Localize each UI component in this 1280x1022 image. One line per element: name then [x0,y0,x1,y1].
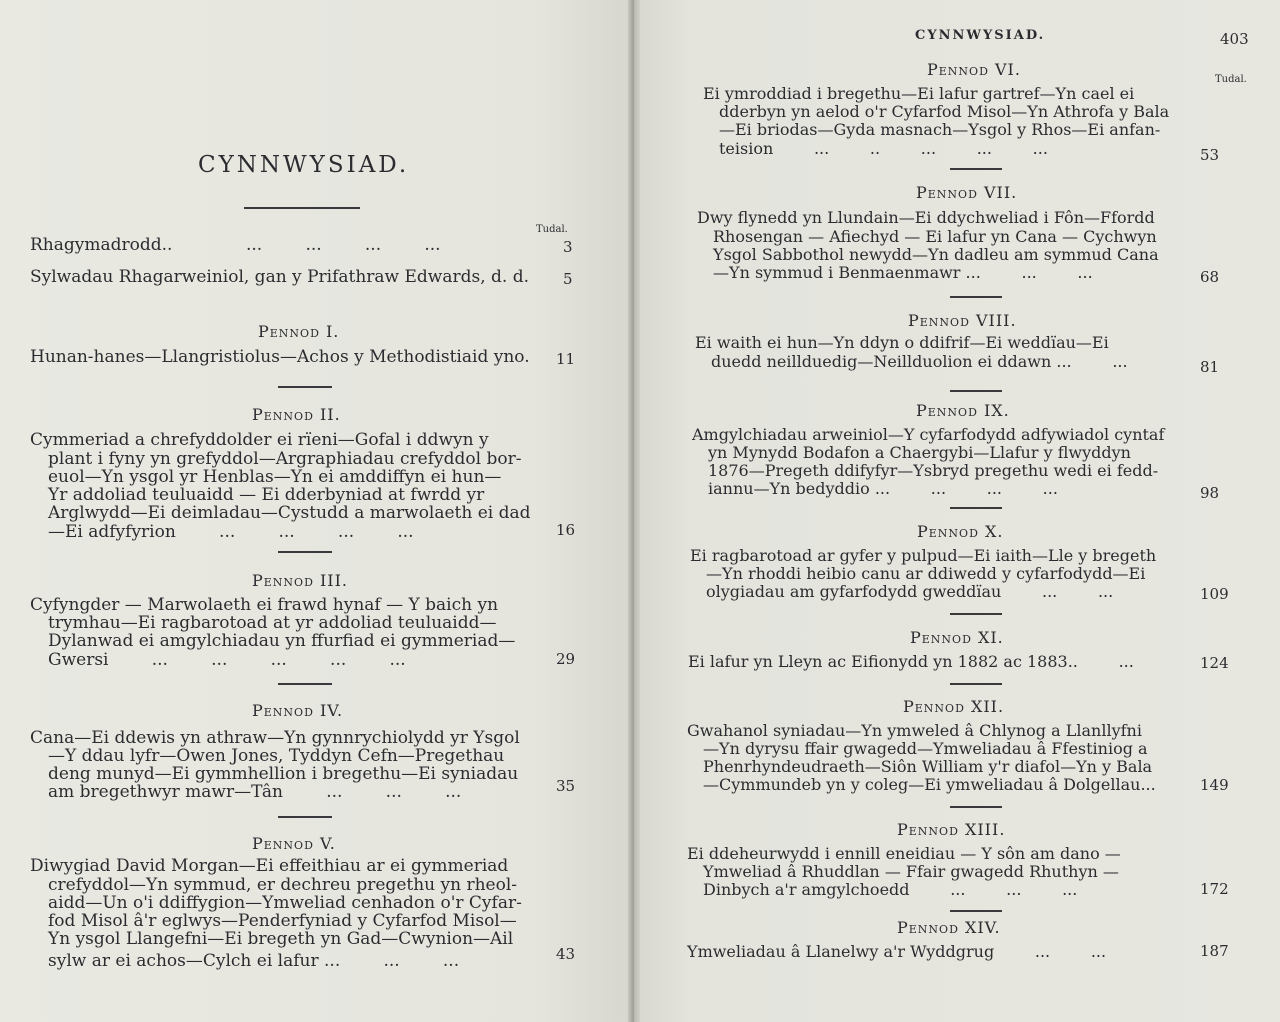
chapter-rule [950,910,1002,912]
chapter-heading: Pennod VII. [916,183,1018,202]
chapter-line: Hunan-hanes—Llangristiolus—Achos y Methodistiaid yno. [30,347,530,367]
chapter-line: trymhau—Ei ragbarotoad at yr addoliad teuluaidd— [48,613,497,633]
chapter-page: 68 [1200,268,1220,286]
chapter-page: 149 [1200,776,1229,794]
right-chapter-list [640,0,1280,1022]
sylwadau-page: 5 [563,270,573,288]
chapter-line: Cana—Ei ddewis yn athraw—Yn gynnrychiolydd yr Ysgol [30,728,520,748]
chapter-line: Yr addoliad teuluaidd — Ei dderbyniad at fwrdd yr [48,485,485,505]
page-number: 403 [1220,30,1249,48]
chapter-rule [950,507,1002,509]
chapter-heading: Pennod X. [917,522,1004,541]
chapter-line: —Cymmundeb yn y coleg—Ei ymweliadau â Dolgellau... [703,775,1156,794]
chapter-line: —Ei adfyfyrion ... ... ... ... [48,522,414,542]
chapter-line: iannu—Yn bedyddio ... ... ... ... [708,479,1058,498]
chapter-rule [278,386,332,388]
running-head: CYNNWYSIAD. [915,28,1046,43]
chapter-line: Arglwydd—Ei deimladau—Cystudd a marwolaeth ei dad [48,503,531,523]
chapter-line: Rhosengan — Afiechyd — Ei lafur yn Cana — Cychwyn [713,227,1157,246]
chapter-line: Ysgol Sabbothol newydd—Yn dadleu am symmud Cana [713,245,1159,264]
chapter-rule [950,613,1002,615]
chapter-page: 11 [556,350,576,368]
chapter-line: Ei lafur yn Lleyn ac Eifionydd yn 1882 ac 1883.. ... [688,652,1134,671]
chapter-line: Dinbych a'r amgylchoedd ... ... ... [703,880,1078,899]
book-gutter [628,0,640,1022]
chapter-heading: Pennod XII. [903,697,1005,716]
chapter-heading: Pennod IV. [252,701,344,720]
chapter-line: euol—Yn ysgol yr Henblas—Yn ei amddiffyn ei hun— [48,467,502,487]
chapter-heading: Pennod VIII. [908,311,1017,330]
left-chapter-list [0,0,628,1022]
chapter-line: Ei ymroddiad i bregethu—Ei lafur gartref—Yn cael ei [703,84,1135,103]
chapter-page: 16 [556,521,576,539]
chapter-rule [950,806,1002,808]
chapter-line: Gwersi ... ... ... ... ... [48,650,406,670]
chapter-line: Diwygiad David Morgan—Ei effeithiau ar ei gymmeriad [30,856,509,876]
chapter-line: fod Misol â'r eglwys—Penderfyniad y Cyfarfod Misol— [48,911,517,931]
chapter-line: Cyfyngder — Marwolaeth ei frawd hynaf — Y baich yn [30,595,499,615]
chapter-line: teision ... .. ... ... ... [719,139,1048,158]
chapter-line: am bregethwyr mawr—Tân ... ... ... [48,782,462,802]
chapter-rule [950,296,1002,298]
left-page [0,0,628,1022]
chapter-heading: Pennod IX. [916,401,1010,420]
chapter-heading: Pennod VI. [927,60,1021,79]
chapter-page: 98 [1200,484,1220,502]
chapter-line: deng munyd—Ei gymmhellion i bregethu—Ei syniadau [48,764,519,784]
chapter-rule [950,168,1002,170]
chapter-line: Ei waith ei hun—Yn ddyn o ddifrif—Ei weddïau—Ei [695,333,1109,352]
tudal-label: Tudal. [536,224,568,235]
chapter-line: 1876—Pregeth ddifyfyr—Ysbryd pregethu wedi ei fedd- [708,461,1159,480]
chapter-line: —Ei briodas—Gyda masnach—Ysgol y Rhos—Ei anfan- [719,120,1161,139]
chapter-rule [950,390,1002,392]
chapter-heading: Pennod XIV. [897,918,1001,937]
chapter-line: Ei ddeheurwydd i ennill eneidiau — Y sôn am dano — [687,844,1121,863]
chapter-line: —Yn dyrysu ffair gwagedd—Ymweliadau â Ffestiniog a [703,739,1148,758]
chapter-page: 35 [556,777,576,795]
chapter-heading: Pennod II. [252,405,341,424]
chapter-heading: Pennod XIII. [897,820,1006,839]
chapter-page: 53 [1200,146,1220,164]
chapter-line: plant i fyny yn grefyddol—Argraphiadau crefyddol bor- [48,449,522,469]
contents-title: CYNNWYSIAD. [198,152,410,178]
right-tudal-label: Tudal. [1215,74,1247,85]
rhagymadrodd-entry: Rhagymadrodd.. [30,235,173,255]
chapter-rule [278,816,332,818]
chapter-line: yn Mynydd Bodafon a Chaergybi—Llafur y flwyddyn [708,443,1131,462]
chapter-page: 172 [1200,880,1229,898]
chapter-heading: Pennod XI. [910,628,1004,647]
right-page [640,0,1280,1022]
chapter-rule [278,683,332,685]
chapter-page: 81 [1200,358,1220,376]
chapter-page: 187 [1200,942,1229,960]
chapter-line: Yn ysgol Llangefni—Ei bregeth yn Gad—Cwynion—Ail [48,929,514,949]
chapter-line: Phenrhyndeudraeth—Siôn William y'r diafol—Yn y Bala [703,757,1153,776]
chapter-page: 29 [556,650,576,668]
chapter-page: 43 [556,945,576,963]
chapter-rule [950,683,1002,685]
rhagymadrodd-dots: ... ... ... ... [246,235,441,255]
chapter-line: aidd—Un o'i ddiffygion—Ymweliad cenhadon o'r Cyfar- [48,893,522,913]
chapter-heading: Pennod III. [252,571,349,590]
chapter-line: dderbyn yn aelod o'r Cyfarfod Misol—Yn Athrofa y Bala [719,102,1170,121]
chapter-line: crefyddol—Yn symmud, er dechreu pregethu yn rheol- [48,875,518,895]
chapter-page: 124 [1200,654,1229,672]
chapter-line: Cymmeriad a chrefyddolder ei rïeni—Gofal i ddwyn y [30,430,489,450]
chapter-rule [278,551,332,553]
chapter-line: —Yn symmud i Benmaenmawr ... ... ... [713,263,1093,282]
chapter-line: —Y ddau lyfr—Owen Jones, Tyddyn Cefn—Pregethau [48,746,505,766]
chapter-line: —Yn rhoddi heibio canu ar ddiwedd y cyfarfodydd—Ei [706,564,1146,583]
chapter-line: Dylanwad ei amgylchiadau yn ffurfiad ei gymmeriad— [48,631,516,651]
chapter-heading: Pennod V. [252,834,336,853]
chapter-line: Ymweliadau â Llanelwy a'r Wyddgrug ... ... [687,942,1107,961]
chapter-line: Ei ragbarotoad ar gyfer y pulpud—Ei iaith—Lle y bregeth [690,546,1157,565]
chapter-page: 109 [1200,585,1229,603]
chapter-line: duedd neillduedig—Neillduolion ei ddawn ... ... [711,352,1128,371]
chapter-line: Amgylchiadau arweiniol—Y cyfarfodydd adfywiadol cyntaf [692,425,1165,444]
chapter-line: olygiadau am gyfarfodydd gweddïau ... ... [706,582,1114,601]
sylwadau-entry: Sylwadau Rhagarweiniol, gan y Prifathraw Edwards, d. d. [30,267,529,287]
rhagymadrodd-page: 3 [563,238,573,256]
chapter-line: Gwahanol syniadau—Yn ymweled â Chlynog a Llanllyfni [687,721,1142,740]
chapter-line: Ymweliad â Rhuddlan — Ffair gwagedd Rhuthyn — [703,862,1119,881]
chapter-heading: Pennod I. [258,322,340,341]
chapter-line: sylw ar ei achos—Cylch ei lafur ... ... ... [48,951,460,971]
chapter-line: Dwy flynedd yn Llundain—Ei ddychweliad i Fôn—Ffordd [697,208,1155,227]
